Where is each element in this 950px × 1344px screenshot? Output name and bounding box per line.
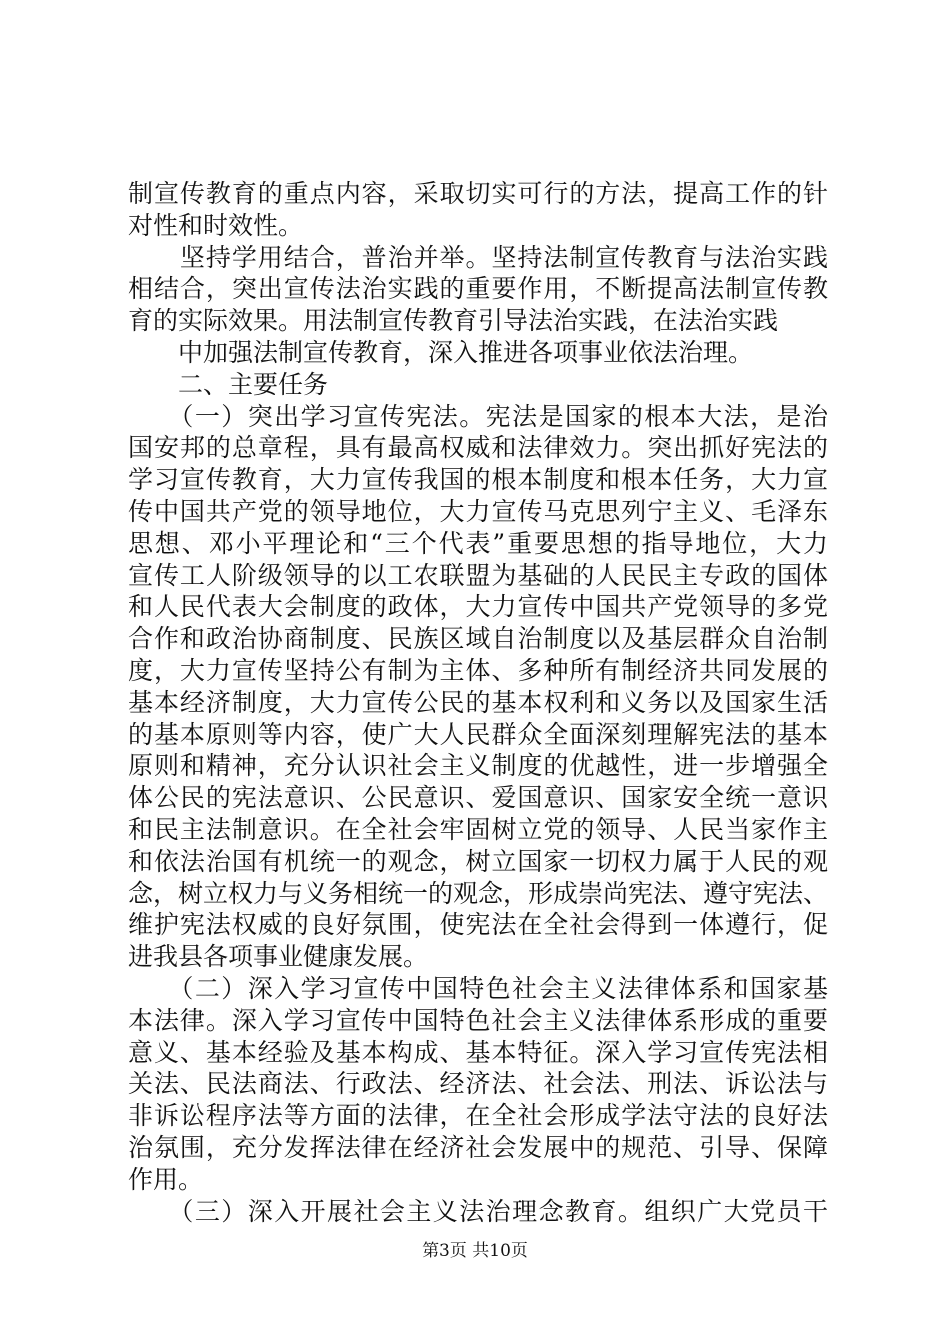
text-line: 中加强法制宣传教育，深入推进各项事业依法治理。 (128, 337, 754, 367)
text-line: 意义、基本经验及基本构成、基本特征。深入学习宣传宪法相 (128, 1037, 828, 1067)
text-line: 和民主法制意识。在全社会牢固树立党的领导、人民当家作主 (128, 814, 828, 844)
text-line: （三）深入开展社会主义法治理念教育。组织广大党员干 (128, 1196, 828, 1226)
text-line: 宣传工人阶级领导的以工农联盟为基础的人民民主专政的国体 (128, 560, 828, 590)
text-line: 非诉讼程序法等方面的法律，在全社会形成学法守法的良好法 (128, 1101, 828, 1131)
page-footer: 第3页 共10页 (422, 1241, 528, 1261)
text-line: 坚持学用结合，普治并举。坚持法制宣传教育与法治实践 (128, 242, 828, 272)
text-line: 关法、民法商法、行政法、经济法、社会法、刑法、诉讼法与 (128, 1069, 828, 1099)
text-line: 相结合，突出宣传法治实践的重要作用，不断提高法制宣传教 (128, 274, 828, 304)
text-line: 和依法治国有机统一的观念，树立国家一切权力属于人民的观 (128, 846, 828, 876)
text-line: 的基本原则等内容，使广大人民群众全面深刻理解宪法的基本 (128, 719, 828, 749)
document-body (128, 178, 828, 1227)
text-line: 二、主要任务 (128, 369, 329, 399)
text-line: （二）深入学习宣传中国特色社会主义法律体系和国家基 (128, 973, 828, 1003)
text-line: 度，大力宣传坚持公有制为主体、多种所有制经济共同发展的 (128, 655, 828, 685)
text-line: 体公民的宪法意识、公民意识、爱国意识、国家安全统一意识 (128, 783, 828, 813)
text-line: 治氛围，充分发挥法律在经济社会发展中的规范、引导、保障 (128, 1132, 828, 1162)
text-line: 合作和政治协商制度、民族区域自治制度以及基层群众自治制 (128, 624, 828, 654)
text-line: 对性和时效性。 (128, 210, 304, 240)
text-line: 念，树立权力与义务相统一的观念，形成崇尚宪法、遵守宪法、 (128, 878, 829, 908)
text-line: 原则和精神，充分认识社会主义制度的优越性，进一步增强全 (128, 751, 828, 781)
text-line: 育的实际效果。用法制宣传教育引导法治实践，在法治实践 (128, 306, 779, 336)
text-line: 学习宣传教育，大力宣传我国的根本制度和根本任务，大力宣 (128, 465, 828, 495)
text-line: 本法律。深入学习宣传中国特色社会主义法律体系形成的重要 (128, 1005, 828, 1035)
text-line: 思想、邓小平理论和“三个代表”重要思想的指导地位，大力 (128, 528, 828, 558)
text-line: 维护宪法权威的良好氛围，使宪法在全社会得到一体遵行，促 (128, 910, 828, 940)
text-line: 进我县各项事业健康发展。 (128, 942, 429, 972)
text-line: 作用。 (128, 1164, 204, 1194)
text-line: 国安邦的总章程，具有最高权威和法律效力。突出抓好宪法的 (128, 433, 828, 463)
text-line: 基本经济制度，大力宣传公民的基本权利和义务以及国家生活 (128, 687, 828, 717)
text-line: 和人民代表大会制度的政体，大力宣传中国共产党领导的多党 (128, 592, 828, 622)
text-line: 制宣传教育的重点内容，采取切实可行的方法，提高工作的针 (128, 179, 828, 208)
text-line: （一）突出学习宣传宪法。宪法是国家的根本大法，是治 (128, 401, 828, 431)
text-line: 传中国共产党的领导地位，大力宣传马克思列宁主义、毛泽东 (128, 496, 828, 526)
